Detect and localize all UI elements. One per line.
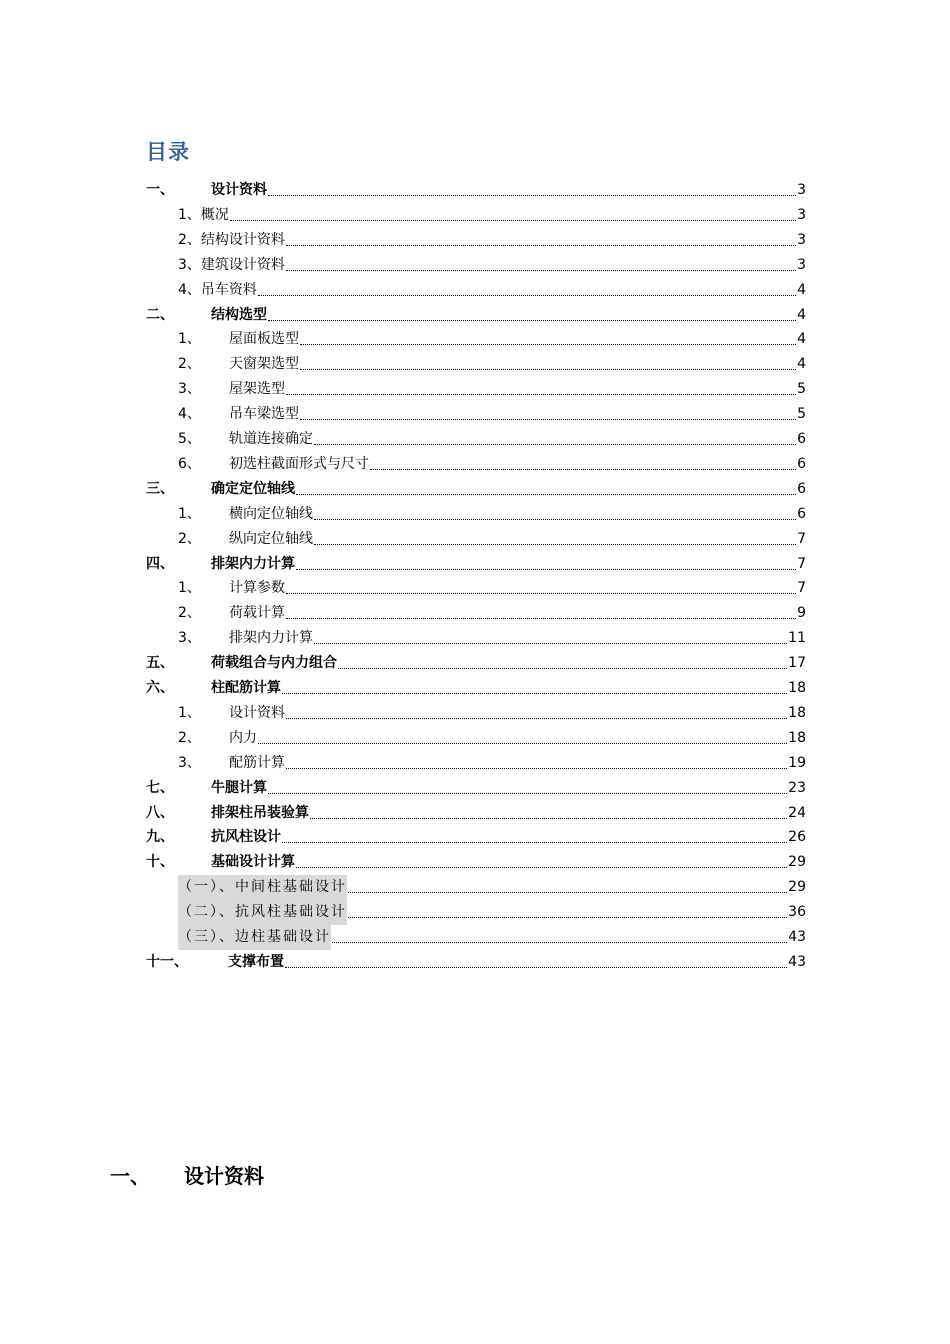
toc-entry-title[interactable]: 天窗架选型 [229, 356, 299, 373]
toc-entry-number: 七、 [146, 779, 174, 796]
toc-entry-line [211, 825, 806, 850]
toc-entry-title[interactable]: 计算参数 [229, 580, 285, 597]
toc-entry-line [211, 676, 806, 701]
toc-entry-number: 三、 [146, 480, 174, 497]
toc-entry-page: 18 [788, 729, 806, 746]
toc-entry-title[interactable]: 荷载组合与内力组合 [211, 655, 337, 672]
toc-entry[interactable] [0, 527, 950, 552]
toc-entry-page: 6 [797, 431, 806, 447]
toc-entry-line [211, 776, 806, 801]
toc-dot-leader [296, 569, 796, 570]
toc-entry-line [229, 751, 806, 776]
toc-heading: 目录 [146, 139, 190, 164]
toc-dot-leader [338, 668, 787, 669]
toc-entry-number: 6、 [178, 455, 201, 472]
toc-dot-leader [286, 593, 796, 594]
toc-entry-number: 一、 [146, 182, 174, 198]
toc-entry-line [178, 253, 806, 278]
toc-entry[interactable] [0, 427, 950, 452]
toc-entry[interactable] [0, 477, 950, 502]
toc-entry-title[interactable]: 内力 [229, 729, 257, 746]
toc-entry-number: 3、 [178, 754, 201, 771]
toc-entry-number: 二、 [146, 306, 174, 323]
toc-entry-line [211, 178, 806, 203]
toc-dot-leader [370, 469, 796, 470]
toc-entry-title[interactable]: 牛腿计算 [211, 779, 267, 796]
toc-entry[interactable] [0, 178, 950, 203]
toc-entry[interactable] [0, 402, 950, 427]
toc-dot-leader [314, 519, 796, 520]
toc-entry-line [229, 327, 806, 352]
toc-dot-leader [282, 842, 787, 843]
toc-entry-line [229, 452, 806, 477]
toc-entry-page: 7 [797, 555, 806, 572]
toc-entry[interactable] [0, 801, 950, 826]
toc-entry-title[interactable]: 排架内力计算 [211, 555, 295, 572]
toc-entry-page: 3 [797, 256, 806, 273]
toc-entry-page: 43 [788, 953, 806, 970]
toc-entry[interactable] [0, 253, 950, 278]
toc-entry-title[interactable]: 柱配筋计算 [211, 680, 281, 696]
toc-entry-title[interactable]: 1、概况 [178, 206, 229, 223]
toc-entry-line [228, 950, 806, 975]
toc-entry-title[interactable]: 设计资料 [229, 704, 285, 721]
toc-entry-line [229, 427, 806, 452]
toc-entry[interactable] [0, 278, 950, 303]
toc-entry-title[interactable]: （一）、中间柱基础设计 [178, 875, 347, 900]
toc-entry[interactable] [0, 900, 950, 925]
toc-entry-line [178, 925, 806, 950]
toc-entry-line [229, 352, 806, 377]
toc-dot-leader [296, 867, 787, 868]
toc-entry-line [211, 552, 806, 577]
toc-entry-title[interactable]: 排架内力计算 [229, 630, 313, 647]
toc-entry-title[interactable]: 吊车梁选型 [229, 406, 299, 423]
toc-entry-number: 十、 [146, 854, 174, 871]
toc-entry[interactable] [0, 751, 950, 776]
toc-entry-number: 九、 [146, 829, 174, 846]
toc-entry-page: 26 [788, 829, 806, 846]
toc-entry-number: 1、 [178, 580, 201, 597]
toc-entry-title[interactable]: 支撑布置 [228, 953, 284, 970]
toc-entry-page: 4 [797, 356, 806, 373]
toc-dot-leader [258, 743, 787, 744]
toc-entry-title[interactable]: 排架柱吊装验算 [211, 804, 309, 821]
toc-entry[interactable] [0, 950, 950, 975]
toc-entry-page: 7 [797, 580, 806, 597]
toc-entry-title[interactable]: 初选柱截面形式与尺寸 [229, 455, 369, 472]
toc-entry-title[interactable]: 配筋计算 [229, 754, 285, 771]
toc-entry-line [229, 726, 806, 751]
toc-entry[interactable] [0, 228, 950, 253]
toc-dot-leader [286, 394, 796, 395]
toc-entry-page: 3 [797, 231, 806, 248]
toc-dot-leader [230, 220, 796, 221]
toc-entry-line [178, 900, 806, 925]
toc-entry[interactable] [0, 377, 950, 402]
toc-entry-number: 1、 [178, 331, 201, 348]
toc-entry-number: 1、 [178, 505, 201, 522]
toc-entry[interactable] [0, 303, 950, 328]
toc-entry-line [211, 801, 806, 826]
toc-entry-line [229, 377, 806, 402]
toc-entry[interactable] [0, 576, 950, 601]
toc-entry-number: 2、 [178, 356, 201, 373]
toc-entry-page: 19 [788, 754, 806, 771]
toc-entry-line [229, 626, 806, 651]
toc-entry-number: 2、 [178, 605, 201, 622]
toc-entry[interactable] [0, 701, 950, 726]
toc-dot-leader [300, 369, 796, 370]
toc-entry-number: 3、 [178, 381, 201, 398]
toc-entry-title[interactable]: 4、吊车资料 [178, 281, 257, 298]
toc-entry-line [229, 402, 806, 427]
toc-entry[interactable] [0, 676, 950, 701]
toc-entry[interactable] [0, 327, 950, 352]
section-number: 一、 [110, 1164, 150, 1188]
toc-entry-number: 五、 [146, 655, 174, 672]
toc-entry-line [178, 278, 806, 303]
toc-entry-title[interactable]: 2、结构设计资料 [178, 231, 285, 248]
toc-entry[interactable] [0, 452, 950, 477]
toc-entry-line [229, 601, 806, 626]
toc-entry[interactable] [0, 601, 950, 626]
toc-entry-page: 11 [788, 630, 806, 647]
toc-entry-page: 6 [797, 505, 806, 522]
toc-entry-line [211, 303, 806, 328]
toc-dot-leader [286, 768, 787, 769]
toc-entry-page: 6 [797, 480, 806, 497]
toc-entry-page: 9 [797, 605, 806, 622]
toc-entry-title[interactable]: （三）、边柱基础设计 [178, 925, 331, 950]
toc-dot-leader [286, 270, 796, 271]
toc-entry-line [211, 477, 806, 502]
toc-entry[interactable] [0, 626, 950, 651]
toc-entry-page: 23 [788, 779, 806, 796]
toc-dot-leader [300, 419, 796, 420]
toc-entry-title[interactable]: 屋面板选型 [229, 331, 299, 348]
toc-dot-leader [300, 344, 796, 345]
toc-entry-title[interactable]: 荷载计算 [229, 605, 285, 622]
toc-entry[interactable] [0, 776, 950, 801]
toc-entry[interactable] [0, 502, 950, 527]
toc-entry[interactable] [0, 552, 950, 577]
toc-entry-page: 4 [797, 331, 806, 348]
toc-entry[interactable] [0, 651, 950, 676]
toc-dot-leader [286, 618, 796, 619]
toc-dot-leader [286, 718, 787, 719]
toc-entry[interactable] [0, 352, 950, 377]
toc-entry-title[interactable]: （二）、抗风柱基础设计 [178, 900, 347, 925]
toc-entry[interactable] [0, 875, 950, 900]
toc-entry-page: 7 [797, 530, 806, 547]
toc-entry-number: 六、 [146, 680, 174, 696]
toc-entry-line [211, 651, 806, 676]
toc-entry-page: 6 [797, 455, 806, 472]
toc-dot-leader [310, 818, 787, 819]
toc-entry-title[interactable]: 结构选型 [211, 306, 267, 323]
toc-entry-number: 4、 [178, 406, 201, 423]
toc-dot-leader [285, 967, 787, 968]
toc-entry-number: 十一、 [146, 953, 188, 970]
toc-entry-title[interactable]: 确定定位轴线 [211, 480, 295, 497]
toc-entry-number: 3、 [178, 630, 201, 647]
toc-entry-title[interactable]: 抗风柱设计 [211, 829, 281, 846]
toc-entry-page: 4 [797, 281, 806, 298]
toc-dot-leader [314, 444, 796, 445]
toc-entry-page: 43 [788, 929, 806, 945]
toc-entry[interactable] [0, 203, 950, 228]
toc-entry[interactable] [0, 825, 950, 850]
toc-entry-title[interactable]: 横向定位轴线 [229, 505, 313, 522]
toc-dot-leader [268, 195, 796, 196]
toc-entry-line [178, 203, 806, 228]
toc-entry-title[interactable]: 基础设计计算 [211, 854, 295, 871]
toc-entry[interactable] [0, 925, 950, 950]
toc-entry-page: 24 [788, 804, 806, 821]
toc-entry-page: 4 [797, 306, 806, 323]
section-heading [110, 1160, 264, 1189]
toc-entry-line [178, 228, 806, 253]
toc-dot-leader [268, 793, 787, 794]
toc-dot-leader [258, 295, 796, 296]
toc-entry-page: 3 [797, 206, 806, 223]
toc-entry[interactable] [0, 726, 950, 751]
toc-entry-title[interactable]: 轨道连接确定 [229, 431, 313, 447]
toc-entry-number: 四、 [146, 555, 174, 572]
toc-entry-page: 17 [788, 655, 806, 672]
toc-dot-leader [348, 917, 787, 918]
toc-dot-leader [314, 643, 787, 644]
toc-entry-number: 1、 [178, 704, 201, 721]
toc-entry[interactable] [0, 850, 950, 875]
toc-entry-page: 29 [788, 879, 806, 896]
toc-entry-title[interactable]: 屋架选型 [229, 381, 285, 398]
toc-dot-leader [332, 942, 787, 943]
toc-dot-leader [286, 245, 796, 246]
toc-entry-line [211, 850, 806, 875]
toc-entry-line [229, 502, 806, 527]
toc-entry-number: 2、 [178, 530, 201, 547]
toc-entry-line [229, 527, 806, 552]
toc-dot-leader [268, 320, 796, 321]
toc-entry-page: 5 [797, 381, 806, 398]
toc-entry-line [178, 875, 806, 900]
section-title: 设计资料 [184, 1164, 264, 1188]
toc-entry-number: 5、 [178, 431, 201, 447]
toc-entry-page: 18 [788, 680, 806, 696]
toc-entry-title[interactable]: 纵向定位轴线 [229, 530, 313, 547]
toc-entry-page: 18 [788, 704, 806, 721]
toc-dot-leader [348, 892, 787, 893]
toc-dot-leader [296, 494, 796, 495]
toc-entry-number: 2、 [178, 729, 201, 746]
toc-entry-page: 36 [788, 904, 806, 921]
toc-entry-number: 八、 [146, 804, 174, 821]
toc-entry-page: 3 [797, 182, 806, 198]
toc-dot-leader [314, 544, 796, 545]
toc-entry-title[interactable]: 设计资料 [211, 182, 267, 198]
toc-entry-title[interactable]: 3、建筑设计资料 [178, 256, 285, 273]
toc-entry-line [229, 576, 806, 601]
toc-dot-leader [282, 693, 787, 694]
toc-entry-line [229, 701, 806, 726]
toc-entry-page: 29 [788, 854, 806, 871]
toc-entry-page: 5 [797, 406, 806, 423]
